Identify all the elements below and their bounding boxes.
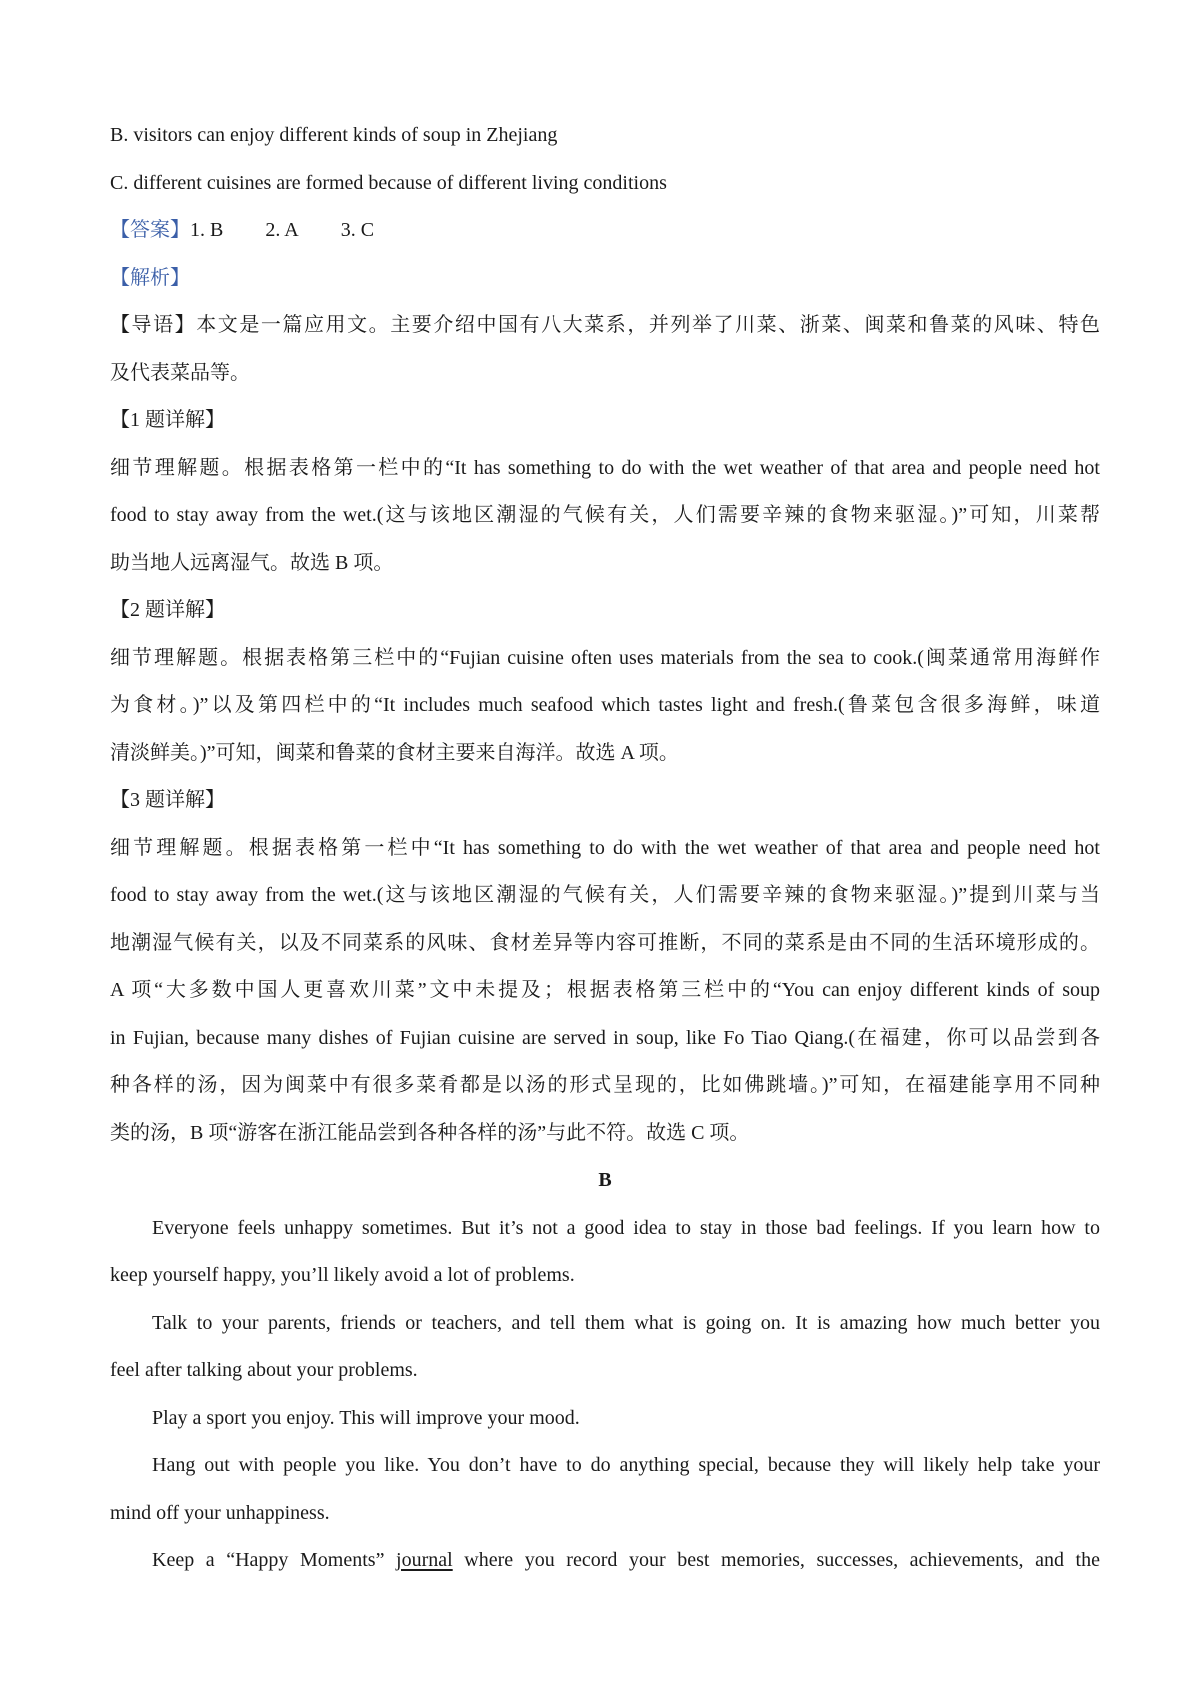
q3-line-2: food to stay away from the wet.(这与该地区潮湿的气候有关，人们需要辛辣的食物来驱湿。)”提到川菜与当 [110,884,1100,906]
passage-b-p1-line-2: keep yourself happy, you’ll likely avoid a lot of problems. [110,1264,575,1286]
answer-item-1: 1. B [190,219,224,241]
q3-line-4: A 项“大多数中国人更喜欢川菜”文中未提及；根据表格第三栏中的“You can enjoy different kinds of soup [110,979,1100,1001]
q2-line-3: 清淡鲜美。)”可知，闽菜和鲁菜的食材主要来自海洋。故选 A 项。 [110,741,679,764]
passage-b-p5-before: Keep a “Happy Moments” [152,1549,397,1571]
passage-b-heading: B [598,1169,612,1191]
analysis-label: 【解析】 [110,266,190,289]
q1-heading: 【1 题详解】 [110,409,225,431]
answer-item-3: 3. C [340,219,375,241]
option-b: B. visitors can enjoy different kinds of soup in Zhejiang [110,124,558,146]
passage-b-p1-line-1: Everyone feels unhappy sometimes. But it’s not a good idea to stay in those bad feelings. If you learn how to [152,1216,1100,1239]
answer-item-2: 2. A [265,219,299,241]
passage-b-p2-line-1: Talk to your parents, friends or teachers, and tell them what is going on. It is amazing how much better you [152,1311,1100,1334]
q3-line-3: 地潮湿气候有关，以及不同菜系的风味、食材差异等内容可推断，不同的菜系是由不同的生活环境形成的。 [110,931,1100,954]
q2-heading: 【2 题详解】 [110,599,225,621]
intro-line-2: 及代表菜品等。 [110,361,250,384]
option-c: C. different cuisines are formed because of different living conditions [110,171,667,194]
passage-b-p2-line-2: feel after talking about your problems. [110,1359,418,1381]
answer-line [110,207,1100,255]
passage-b-p4-line-1: Hang out with people you like. You don’t have to do anything special, because they will likely help take your [152,1454,1100,1476]
q3-line-1: 细节理解题。根据表格第一栏中“It has something to do with the wet weather of that area and people need hot [110,836,1100,859]
journal-underlined-word: journal [396,1549,453,1571]
document-page [110,112,1100,1585]
passage-b-p5-after: where you record your best memories, successes, achievements, and the [452,1549,1100,1571]
q3-line-5: in Fujian, because many dishes of Fujian cuisine are served in soup, like Fo Tiao Qiang.(在福建，你可以品尝到各 [110,1026,1100,1049]
q1-line-2: food to stay away from the wet.(这与该地区潮湿的气候有关，人们需要辛辣的食物来驱湿。)”可知，川菜帮 [110,504,1100,526]
q3-heading: 【3 题详解】 [110,789,225,811]
passage-b-p5-line-1 [110,1537,1100,1585]
intro-line-1: 【导语】本文是一篇应用文。主要介绍中国有八大菜系，并列举了川菜、浙菜、闽菜和鲁菜的风味、特色 [110,314,1100,336]
passage-b-p3-line-1: Play a sport you enjoy. This will improve your mood. [152,1406,580,1429]
q3-line-7: 类的汤，B 项“游客在浙江能品尝到各种各样的汤”与此不符。故选 C 项。 [110,1121,750,1144]
q3-line-6: 种各样的汤，因为闽菜中有很多菜肴都是以汤的形式呈现的，比如佛跳墙。)”可知，在福建能享用不同种 [110,1074,1100,1096]
q1-line-1: 细节理解题。根据表格第一栏中的“It has something to do with the wet weather of that area and people need hot [110,456,1100,479]
q2-line-2: 为食材。)”以及第四栏中的“It includes much seafood which tastes light and fresh.(鲁菜包含很多海鲜，味道 [110,694,1100,716]
q1-line-3: 助当地人远离湿气。故选 B 项。 [110,551,394,574]
answer-label: 【答案】 [110,219,190,241]
q2-line-1: 细节理解题。根据表格第三栏中的“Fujian cuisine often uses materials from the sea to cook.(闽菜通常用海鲜作 [110,646,1100,669]
passage-b-p4-line-2: mind off your unhappiness. [110,1501,330,1524]
